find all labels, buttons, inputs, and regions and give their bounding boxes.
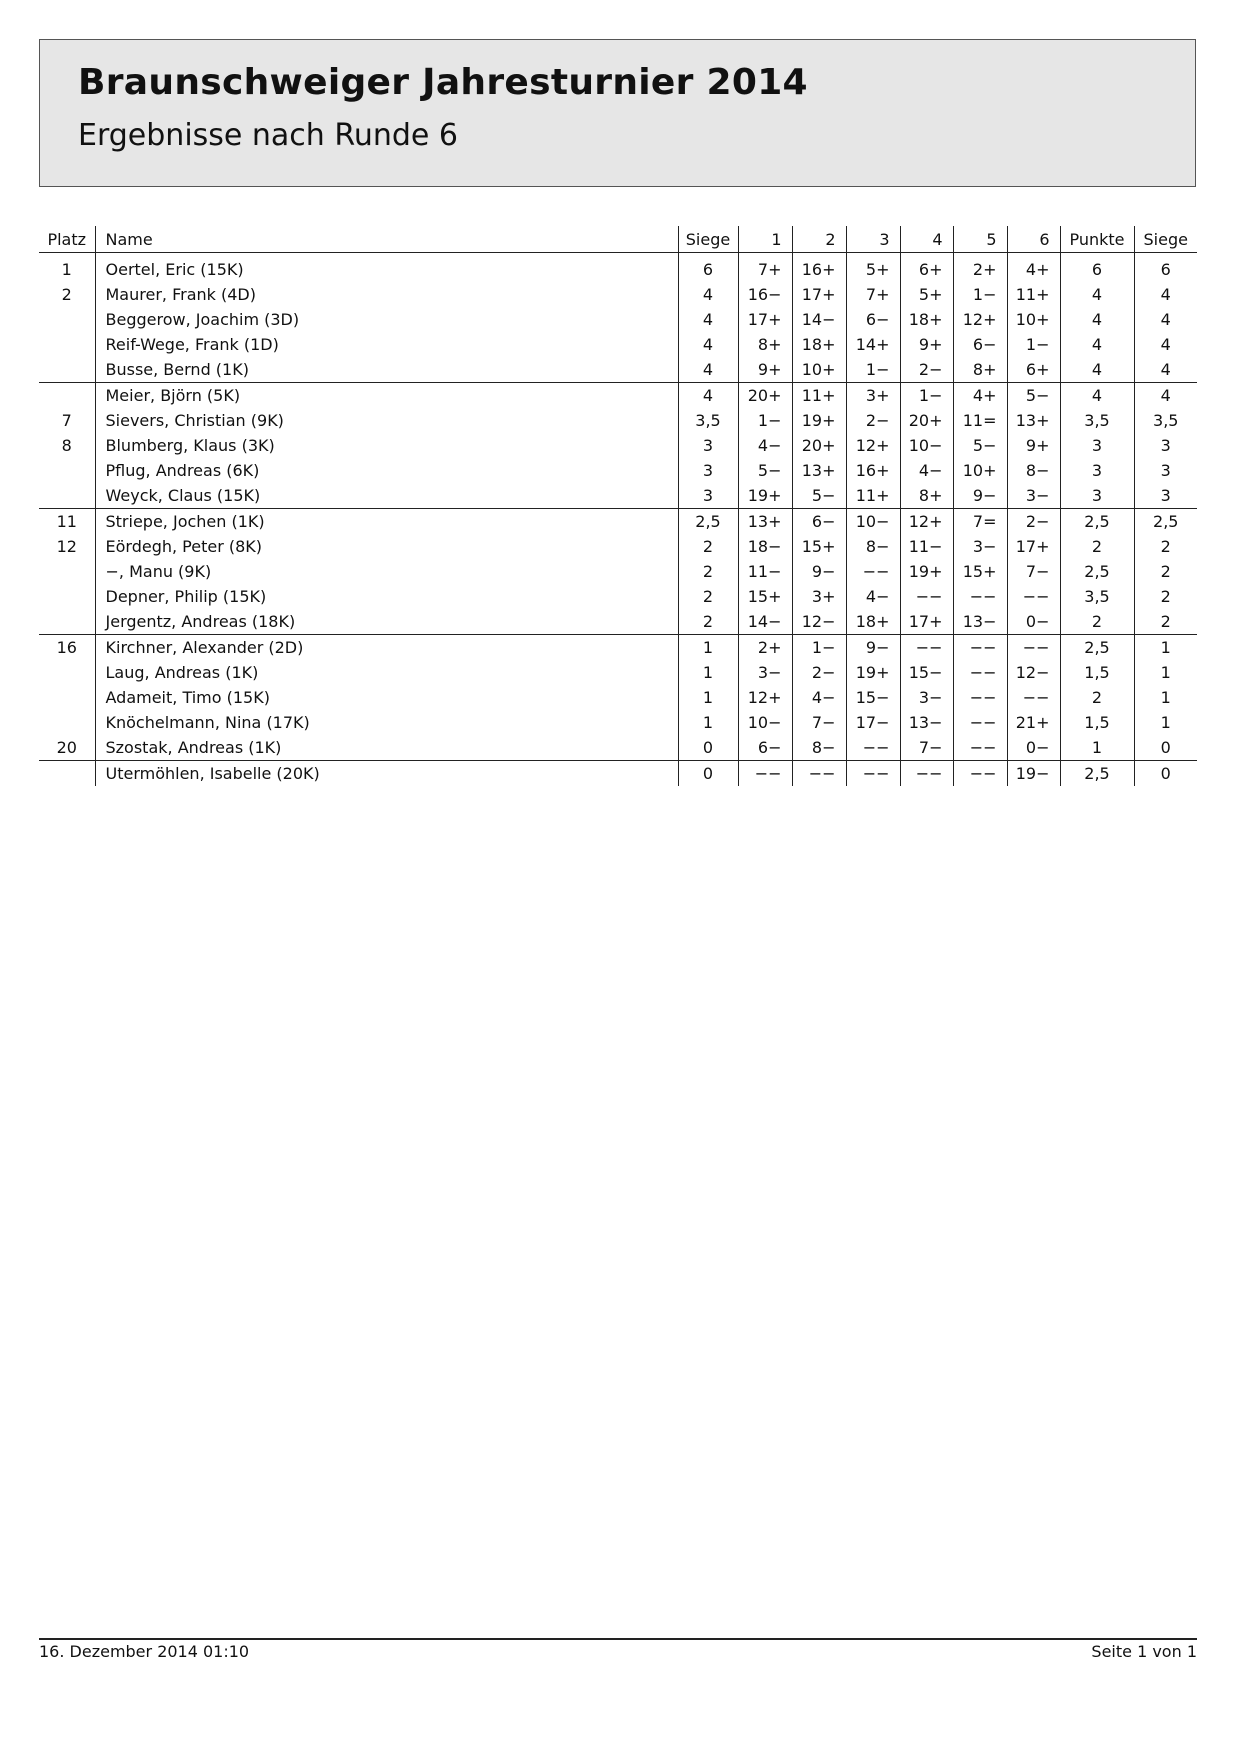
cell-name: Sievers, Christian (9K) — [95, 408, 678, 433]
table-row — [39, 509, 1197, 535]
cell-punkte: 1,5 — [1060, 710, 1134, 735]
cell-round-6: 2− — [1007, 509, 1060, 535]
cell-siege: 1 — [678, 635, 738, 661]
cell-round-6: 11+ — [1007, 282, 1060, 307]
cell-round-6: 13+ — [1007, 408, 1060, 433]
cell-round-3: 2− — [846, 408, 900, 433]
cell-siege-2: 3 — [1134, 458, 1197, 483]
cell-round-4: 9+ — [900, 332, 953, 357]
cell-round-3: −− — [846, 761, 900, 787]
cell-round-2: 6− — [792, 509, 846, 535]
cell-name: Striepe, Jochen (1K) — [95, 509, 678, 535]
cell-round-3: 4− — [846, 584, 900, 609]
cell-siege-2: 0 — [1134, 761, 1197, 787]
table-row — [39, 584, 1197, 609]
cell-round-2: 4− — [792, 685, 846, 710]
cell-siege-2: 4 — [1134, 282, 1197, 307]
cell-siege: 0 — [678, 761, 738, 787]
header-box — [39, 39, 1196, 187]
cell-siege: 0 — [678, 735, 738, 761]
cell-punkte: 3 — [1060, 433, 1134, 458]
cell-round-3: 3+ — [846, 383, 900, 409]
cell-name: Blumberg, Klaus (3K) — [95, 433, 678, 458]
cell-round-1: −− — [738, 761, 792, 787]
cell-name: Pflug, Andreas (6K) — [95, 458, 678, 483]
table-row — [39, 357, 1197, 383]
cell-round-3: 11+ — [846, 483, 900, 509]
cell-round-4: −− — [900, 584, 953, 609]
cell-punkte: 2,5 — [1060, 635, 1134, 661]
footer-page-number: Seite 1 von 1 — [1091, 1642, 1197, 1661]
cell-siege-2: 4 — [1134, 357, 1197, 383]
col-header-platz: Platz — [39, 226, 95, 253]
cell-name: Utermöhlen, Isabelle (20K) — [95, 761, 678, 787]
cell-platz — [39, 584, 95, 609]
cell-round-6: 3− — [1007, 483, 1060, 509]
cell-siege: 6 — [678, 253, 738, 283]
cell-punkte: 1,5 — [1060, 660, 1134, 685]
cell-round-6: −− — [1007, 635, 1060, 661]
cell-punkte: 3,5 — [1060, 408, 1134, 433]
table-row — [39, 609, 1197, 635]
cell-siege: 3 — [678, 483, 738, 509]
cell-platz — [39, 483, 95, 509]
table-row — [39, 253, 1197, 283]
cell-round-6: 12− — [1007, 660, 1060, 685]
cell-round-4: 8+ — [900, 483, 953, 509]
cell-round-2: 15+ — [792, 534, 846, 559]
footer-divider — [39, 1638, 1197, 1640]
cell-platz — [39, 559, 95, 584]
cell-name: Weyck, Claus (15K) — [95, 483, 678, 509]
cell-siege: 1 — [678, 660, 738, 685]
cell-name: Szostak, Andreas (1K) — [95, 735, 678, 761]
cell-siege-2: 4 — [1134, 307, 1197, 332]
cell-round-4: 4− — [900, 458, 953, 483]
cell-punkte: 1 — [1060, 735, 1134, 761]
cell-siege-2: 1 — [1134, 660, 1197, 685]
cell-punkte: 4 — [1060, 332, 1134, 357]
cell-round-3: 6− — [846, 307, 900, 332]
cell-platz: 11 — [56, 512, 77, 531]
footer-date: 16. Dezember 2014 01:10 — [39, 1642, 250, 1661]
cell-round-6: 17+ — [1007, 534, 1060, 559]
cell-round-6: 0− — [1007, 735, 1060, 761]
cell-round-3: 10− — [846, 509, 900, 535]
cell-name: Busse, Bernd (1K) — [95, 357, 678, 383]
cell-round-6: 6+ — [1007, 357, 1060, 383]
table-row — [39, 761, 1197, 787]
cell-round-3: 5+ — [846, 253, 900, 283]
cell-punkte: 2,5 — [1060, 509, 1134, 535]
cell-round-2: −− — [792, 761, 846, 787]
cell-round-1: 4− — [738, 433, 792, 458]
cell-siege-2: 0 — [1134, 735, 1197, 761]
cell-name: Maurer, Frank (4D) — [95, 282, 678, 307]
cell-round-5: 11= — [953, 408, 1007, 433]
cell-round-4: −− — [900, 761, 953, 787]
cell-siege: 4 — [678, 383, 738, 409]
col-header-round-1: 1 — [738, 226, 792, 253]
cell-round-2: 2− — [792, 660, 846, 685]
cell-siege-2: 3 — [1134, 483, 1197, 509]
col-header-round-3: 3 — [846, 226, 900, 253]
cell-round-5: −− — [953, 584, 1007, 609]
cell-siege-2: 2 — [1134, 559, 1197, 584]
cell-platz — [39, 307, 95, 332]
cell-platz — [39, 685, 95, 710]
col-header-round-2: 2 — [792, 226, 846, 253]
cell-round-2: 1− — [792, 635, 846, 661]
cell-platz — [39, 609, 95, 635]
cell-name: Knöchelmann, Nina (17K) — [95, 710, 678, 735]
cell-name: −, Manu (9K) — [95, 559, 678, 584]
cell-round-4: 19+ — [900, 559, 953, 584]
cell-round-2: 3+ — [792, 584, 846, 609]
cell-siege-2: 3 — [1134, 433, 1197, 458]
table-row — [39, 307, 1197, 332]
cell-punkte: 6 — [1060, 253, 1134, 283]
cell-round-1: 11− — [738, 559, 792, 584]
table-row — [39, 483, 1197, 509]
cell-round-1: 10− — [738, 710, 792, 735]
cell-round-5: 6− — [953, 332, 1007, 357]
cell-round-1: 20+ — [738, 383, 792, 409]
cell-siege-2: 4 — [1134, 383, 1197, 409]
cell-round-1: 6− — [738, 735, 792, 761]
cell-round-5: 3− — [953, 534, 1007, 559]
cell-round-4: 10− — [900, 433, 953, 458]
cell-round-5: −− — [953, 685, 1007, 710]
cell-round-2: 12− — [792, 609, 846, 635]
cell-round-6: 7− — [1007, 559, 1060, 584]
table-row — [39, 332, 1197, 357]
col-header-siege: Siege — [678, 226, 738, 253]
cell-round-4: 7− — [900, 735, 953, 761]
cell-punkte: 4 — [1060, 307, 1134, 332]
cell-round-2: 10+ — [792, 357, 846, 383]
cell-round-6: 19− — [1007, 761, 1060, 787]
cell-siege: 3 — [678, 433, 738, 458]
cell-name: Depner, Philip (15K) — [95, 584, 678, 609]
cell-siege: 4 — [678, 307, 738, 332]
cell-round-6: 4+ — [1007, 253, 1060, 283]
cell-round-3: −− — [846, 735, 900, 761]
cell-round-6: 8− — [1007, 458, 1060, 483]
cell-round-3: 18+ — [846, 609, 900, 635]
cell-round-6: 10+ — [1007, 307, 1060, 332]
table-row — [39, 710, 1197, 735]
cell-siege: 2 — [678, 559, 738, 584]
cell-round-1: 17+ — [738, 307, 792, 332]
cell-name: Eördegh, Peter (8K) — [95, 534, 678, 559]
cell-round-1: 16− — [738, 282, 792, 307]
cell-round-6: −− — [1007, 685, 1060, 710]
col-header-siege-2: Siege — [1134, 226, 1197, 253]
table-row — [39, 383, 1197, 409]
results-table — [39, 226, 1197, 786]
cell-siege: 2 — [678, 609, 738, 635]
cell-round-3: 9− — [846, 635, 900, 661]
cell-name: Beggerow, Joachim (3D) — [95, 307, 678, 332]
cell-round-3: 7+ — [846, 282, 900, 307]
table-row — [39, 458, 1197, 483]
cell-round-3: −− — [846, 559, 900, 584]
cell-round-1: 3− — [738, 660, 792, 685]
cell-round-5: 7= — [953, 509, 1007, 535]
cell-round-6: 21+ — [1007, 710, 1060, 735]
cell-round-2: 19+ — [792, 408, 846, 433]
cell-round-2: 7− — [792, 710, 846, 735]
cell-round-1: 12+ — [738, 685, 792, 710]
cell-punkte: 2,5 — [1060, 559, 1134, 584]
cell-punkte: 2 — [1060, 609, 1134, 635]
cell-round-5: 9− — [953, 483, 1007, 509]
cell-siege: 1 — [678, 710, 738, 735]
cell-round-4: 17+ — [900, 609, 953, 635]
results-body — [39, 253, 1197, 787]
cell-platz — [39, 383, 95, 409]
col-header-round-5: 5 — [953, 226, 1007, 253]
table-row — [39, 282, 1197, 307]
cell-platz: 1 — [61, 260, 72, 279]
cell-round-1: 8+ — [738, 332, 792, 357]
table-row — [39, 685, 1197, 710]
cell-round-5: −− — [953, 635, 1007, 661]
cell-round-2: 18+ — [792, 332, 846, 357]
cell-round-4: −− — [900, 635, 953, 661]
cell-round-1: 7+ — [738, 253, 792, 283]
cell-round-3: 16+ — [846, 458, 900, 483]
page-subtitle: Ergebnisse nach Runde 6 — [78, 118, 458, 153]
cell-platz: 20 — [39, 735, 95, 761]
cell-round-4: 20+ — [900, 408, 953, 433]
col-header-punkte: Punkte — [1060, 226, 1134, 253]
cell-round-5: 8+ — [953, 357, 1007, 383]
cell-round-5: 10+ — [953, 458, 1007, 483]
cell-platz: 2 — [61, 285, 72, 304]
table-header-row — [39, 226, 1197, 253]
table-row — [39, 735, 1197, 761]
cell-name: Adameit, Timo (15K) — [95, 685, 678, 710]
cell-siege-2: 2 — [1134, 609, 1197, 635]
cell-round-3: 12+ — [846, 433, 900, 458]
cell-round-2: 9− — [792, 559, 846, 584]
cell-platz: 7 — [61, 411, 72, 430]
cell-round-1: 13+ — [738, 509, 792, 535]
cell-round-5: 2+ — [953, 253, 1007, 283]
cell-siege-2: 2,5 — [1134, 509, 1197, 535]
cell-round-1: 14− — [738, 609, 792, 635]
cell-siege-2: 3,5 — [1134, 408, 1197, 433]
cell-punkte: 2,5 — [1060, 761, 1134, 787]
cell-round-5: 15+ — [953, 559, 1007, 584]
cell-round-2: 8− — [792, 735, 846, 761]
table-row — [39, 408, 1197, 433]
cell-punkte: 2 — [1060, 685, 1134, 710]
cell-siege-2: 2 — [1134, 584, 1197, 609]
cell-name: Jergentz, Andreas (18K) — [95, 609, 678, 635]
page-title: Braunschweiger Jahresturnier 2014 — [78, 62, 808, 103]
cell-punkte: 4 — [1060, 282, 1134, 307]
cell-round-4: 6+ — [900, 253, 953, 283]
cell-platz — [39, 458, 95, 483]
cell-round-2: 17+ — [792, 282, 846, 307]
cell-round-6: −− — [1007, 584, 1060, 609]
cell-siege: 4 — [678, 332, 738, 357]
cell-round-4: 11− — [900, 534, 953, 559]
cell-round-4: 2− — [900, 357, 953, 383]
cell-round-5: −− — [953, 710, 1007, 735]
cell-round-4: 1− — [900, 383, 953, 409]
cell-round-2: 13+ — [792, 458, 846, 483]
cell-round-1: 15+ — [738, 584, 792, 609]
cell-name: Meier, Björn (5K) — [95, 383, 678, 409]
cell-round-2: 20+ — [792, 433, 846, 458]
cell-siege-2: 4 — [1134, 332, 1197, 357]
cell-round-1: 18− — [738, 534, 792, 559]
cell-siege-2: 1 — [1134, 710, 1197, 735]
cell-round-4: 12+ — [900, 509, 953, 535]
table-row — [39, 660, 1197, 685]
cell-platz — [39, 332, 95, 357]
col-header-round-6: 6 — [1007, 226, 1060, 253]
cell-siege: 3 — [678, 458, 738, 483]
cell-round-3: 15− — [846, 685, 900, 710]
cell-round-5: 4+ — [953, 383, 1007, 409]
cell-round-5: −− — [953, 761, 1007, 787]
table-row — [39, 559, 1197, 584]
table-row — [39, 635, 1197, 661]
cell-platz: 16 — [56, 638, 77, 657]
cell-round-4: 18+ — [900, 307, 953, 332]
cell-name: Kirchner, Alexander (2D) — [95, 635, 678, 661]
cell-siege: 4 — [678, 282, 738, 307]
cell-platz — [39, 660, 95, 685]
table-row — [39, 433, 1197, 458]
cell-round-1: 9+ — [738, 357, 792, 383]
cell-round-5: 12+ — [953, 307, 1007, 332]
cell-round-4: 13− — [900, 710, 953, 735]
cell-punkte: 4 — [1060, 357, 1134, 383]
cell-platz: 8 — [61, 436, 72, 455]
cell-round-1: 5− — [738, 458, 792, 483]
cell-siege-2: 1 — [1134, 635, 1197, 661]
cell-siege-2: 1 — [1134, 685, 1197, 710]
col-header-name: Name — [95, 226, 678, 253]
cell-round-3: 14+ — [846, 332, 900, 357]
cell-platz — [39, 761, 95, 787]
cell-punkte: 2 — [1060, 534, 1134, 559]
cell-siege: 1 — [678, 685, 738, 710]
table-row — [39, 534, 1197, 559]
cell-punkte: 4 — [1060, 383, 1134, 409]
cell-siege: 3,5 — [678, 408, 738, 433]
cell-siege: 2 — [678, 534, 738, 559]
cell-siege-2: 2 — [1134, 534, 1197, 559]
cell-round-3: 19+ — [846, 660, 900, 685]
cell-siege: 2,5 — [678, 509, 738, 535]
cell-round-2: 16+ — [792, 253, 846, 283]
cell-round-4: 15− — [900, 660, 953, 685]
cell-round-6: 0− — [1007, 609, 1060, 635]
cell-round-5: −− — [953, 660, 1007, 685]
cell-round-5: 5− — [953, 433, 1007, 458]
cell-round-4: 5+ — [900, 282, 953, 307]
cell-round-4: 3− — [900, 685, 953, 710]
cell-platz — [39, 710, 95, 735]
cell-round-6: 5− — [1007, 383, 1060, 409]
cell-round-1: 2+ — [738, 635, 792, 661]
cell-round-1: 1− — [738, 408, 792, 433]
cell-round-1: 19+ — [738, 483, 792, 509]
cell-punkte: 3 — [1060, 483, 1134, 509]
cell-round-5: 13− — [953, 609, 1007, 635]
cell-round-2: 14− — [792, 307, 846, 332]
cell-name: Oertel, Eric (15K) — [95, 253, 678, 283]
cell-siege: 2 — [678, 584, 738, 609]
cell-round-5: 1− — [953, 282, 1007, 307]
cell-siege-2: 6 — [1134, 253, 1197, 283]
cell-name: Reif-Wege, Frank (1D) — [95, 332, 678, 357]
cell-round-3: 17− — [846, 710, 900, 735]
cell-round-3: 8− — [846, 534, 900, 559]
cell-round-2: 5− — [792, 483, 846, 509]
cell-platz — [39, 357, 95, 383]
cell-round-3: 1− — [846, 357, 900, 383]
cell-round-6: 1− — [1007, 332, 1060, 357]
cell-round-2: 11+ — [792, 383, 846, 409]
cell-punkte: 3 — [1060, 458, 1134, 483]
cell-punkte: 3,5 — [1060, 584, 1134, 609]
cell-siege: 4 — [678, 357, 738, 383]
cell-round-6: 9+ — [1007, 433, 1060, 458]
cell-name: Laug, Andreas (1K) — [95, 660, 678, 685]
col-header-round-4: 4 — [900, 226, 953, 253]
cell-round-5: −− — [953, 735, 1007, 761]
cell-platz: 12 — [56, 537, 77, 556]
